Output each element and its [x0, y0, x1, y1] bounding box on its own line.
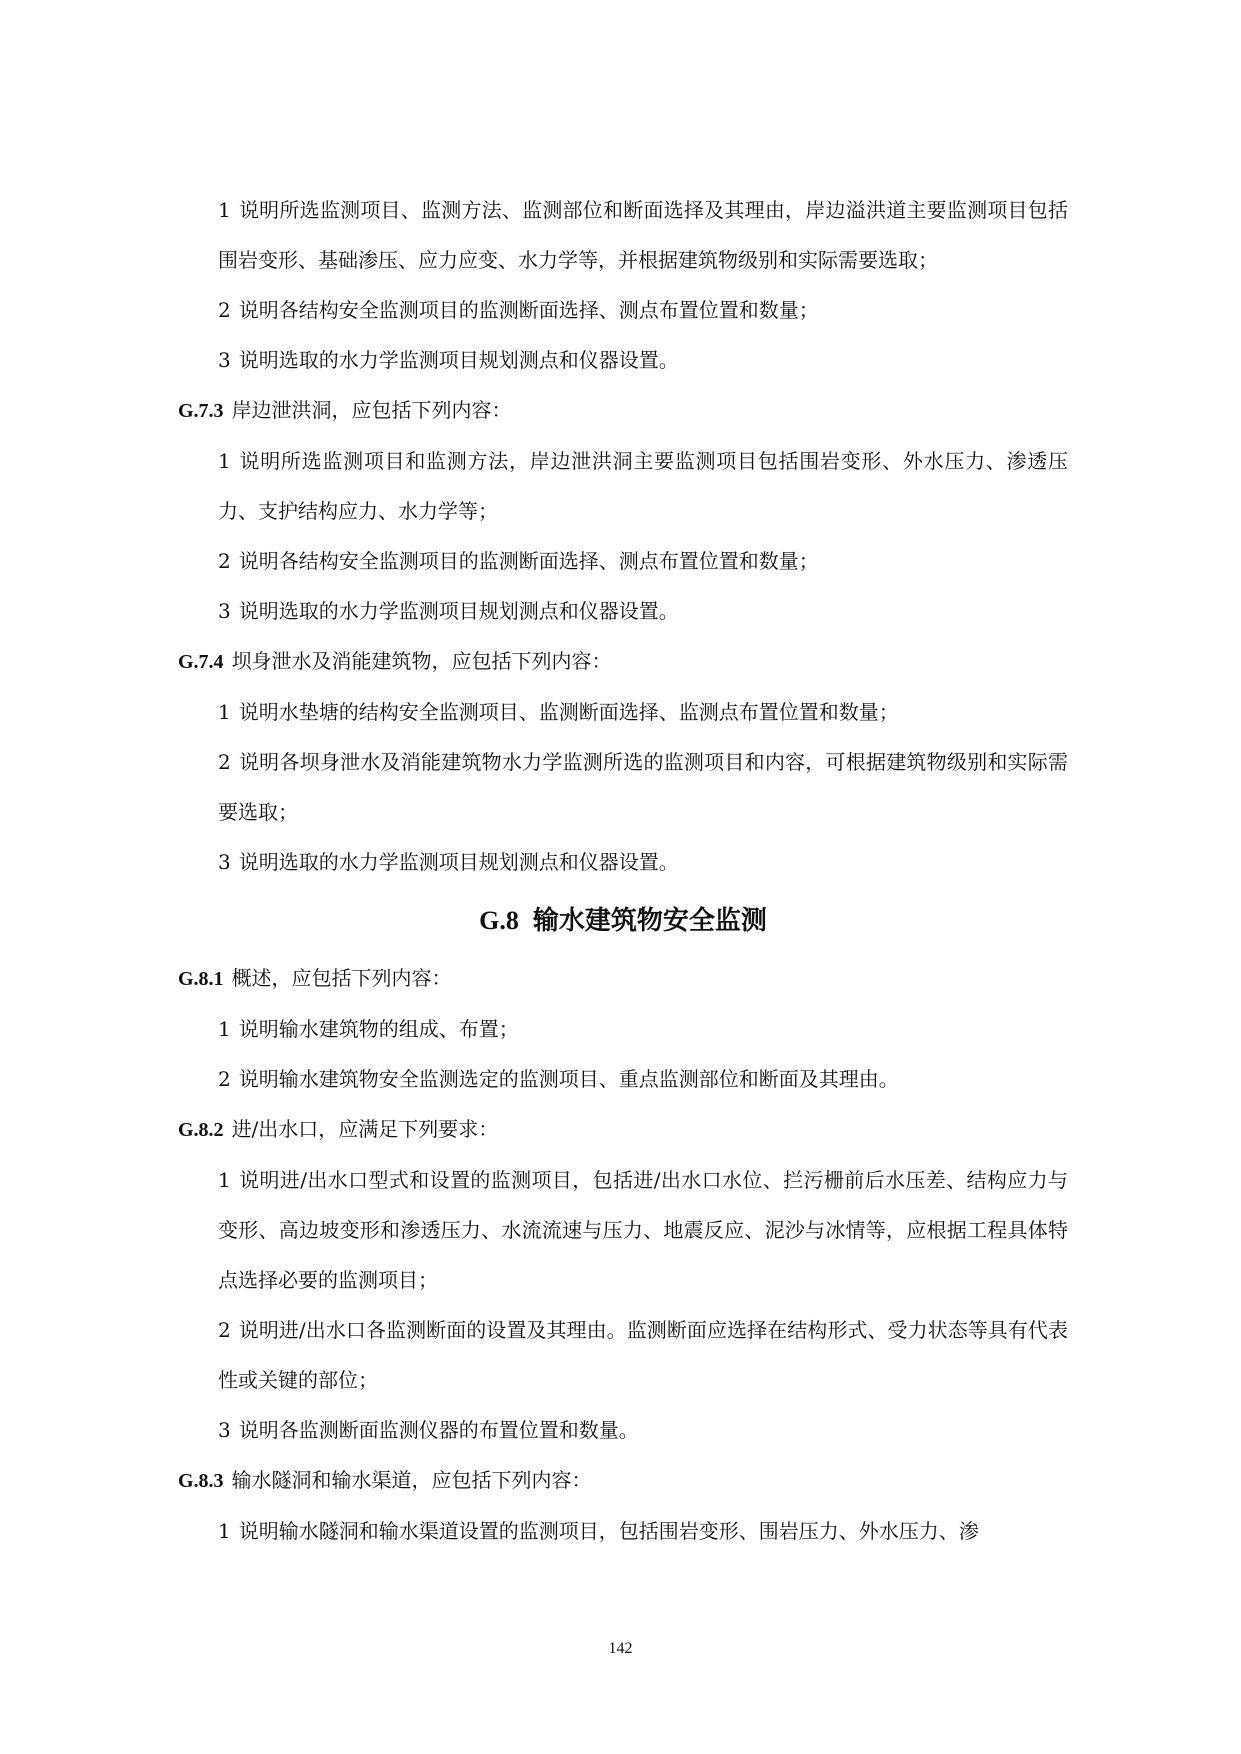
clause-heading — [178, 1455, 1068, 1506]
item-number: 1 — [218, 449, 231, 473]
clause-heading — [178, 385, 1068, 436]
clause-heading — [178, 636, 1068, 687]
item-number: 3 — [218, 599, 231, 623]
clause-text: 坝身泄水及消能建筑物，应包括下列内容： — [231, 649, 612, 673]
page-number: 142 — [608, 1640, 633, 1657]
clause-number: G.7.3 — [178, 400, 224, 422]
clause-heading — [178, 1104, 1068, 1155]
section-title-text: 输水建筑物安全监测 — [532, 906, 767, 936]
list-item — [178, 1305, 1068, 1405]
list-item — [178, 1155, 1068, 1305]
item-text: 说明选取的水力学监测项目规划测点和仪器设置。 — [238, 348, 679, 372]
list-item — [178, 737, 1068, 837]
document-body — [178, 185, 1068, 1556]
item-number: 2 — [218, 1067, 231, 1091]
item-number: 2 — [218, 1318, 231, 1342]
item-number: 1 — [218, 1168, 231, 1192]
item-number: 2 — [218, 750, 231, 774]
list-item — [178, 285, 1068, 335]
item-number: 3 — [218, 850, 231, 874]
item-number: 2 — [218, 549, 231, 573]
clause-heading — [178, 953, 1068, 1004]
clause-text: 概述，应包括下列内容： — [231, 966, 452, 990]
item-text: 说明水垫塘的结构安全监测项目、监测断面选择、监测点布置位置和数量； — [238, 700, 899, 724]
section-heading — [178, 891, 1068, 951]
list-item — [178, 586, 1068, 636]
item-text: 说明各结构安全监测项目的监测断面选择、测点布置位置和数量； — [238, 549, 819, 573]
item-text: 说明输水建筑物的组成、布置； — [238, 1017, 519, 1041]
list-item — [178, 1506, 1068, 1556]
list-item — [178, 837, 1068, 887]
item-number: 3 — [218, 1418, 231, 1442]
clause-number: G.8.2 — [178, 1119, 224, 1141]
item-text: 说明输水建筑物安全监测选定的监测项目、重点监测部位和断面及其理由。 — [238, 1067, 899, 1091]
clause-text: 进/出水口，应满足下列要求： — [231, 1117, 499, 1141]
item-number: 1 — [218, 1519, 231, 1543]
item-text: 说明所选监测项目、监测方法、监测部位和断面选择及其理由，岸边溢洪道主要监测项目包括围岩变形、基础渗压、应力应变、水力学等，并根据建筑物级别和实际需要选取； — [218, 198, 1068, 272]
clause-text: 输水隧洞和输水渠道，应包括下列内容： — [231, 1468, 592, 1492]
item-text: 说明进/出水口各监测断面的设置及其理由。监测断面应选择在结构形式、受力状态等具有代表性或关键的部位； — [218, 1318, 1068, 1392]
list-item — [178, 436, 1068, 536]
item-text: 说明各坝身泄水及消能建筑物水力学监测所选的监测项目和内容，可根据建筑物级别和实际需要选取； — [218, 750, 1068, 824]
list-item — [178, 687, 1068, 737]
item-text: 说明选取的水力学监测项目规划测点和仪器设置。 — [238, 850, 679, 874]
item-number: 1 — [218, 700, 231, 724]
clause-text: 岸边泄洪洞，应包括下列内容： — [231, 398, 512, 422]
item-text: 说明输水隧洞和输水渠道设置的监测项目，包括围岩变形、围岩压力、外水压力、渗 — [238, 1519, 979, 1543]
list-item — [178, 185, 1068, 285]
item-number: 2 — [218, 298, 231, 322]
item-number: 1 — [218, 1017, 231, 1041]
list-item — [178, 1004, 1068, 1054]
item-text: 说明各结构安全监测项目的监测断面选择、测点布置位置和数量； — [238, 298, 819, 322]
section-number: G.8 — [479, 906, 519, 935]
clause-number: G.8.3 — [178, 1470, 224, 1492]
clause-number: G.7.4 — [178, 651, 224, 673]
clause-number: G.8.1 — [178, 968, 224, 990]
item-text: 说明各监测断面监测仪器的布置位置和数量。 — [238, 1418, 639, 1442]
list-item — [178, 335, 1068, 385]
item-number: 3 — [218, 348, 231, 372]
list-item — [178, 536, 1068, 586]
list-item — [178, 1405, 1068, 1455]
item-text: 说明所选监测项目和监测方法，岸边泄洪洞主要监测项目包括围岩变形、外水压力、渗透压力、支护结构应力、水力学等； — [218, 449, 1068, 523]
item-text: 说明进/出水口型式和设置的监测项目，包括进/出水口水位、拦污栅前后水压差、结构应力与变形、高边坡变形和渗透压力、水流流速与压力、地震反应、泥沙与冰情等，应根据工程具体特点选择必要的监测项目； — [218, 1168, 1068, 1292]
item-number: 1 — [218, 198, 231, 222]
item-text: 说明选取的水力学监测项目规划测点和仪器设置。 — [238, 599, 679, 623]
list-item — [178, 1054, 1068, 1104]
